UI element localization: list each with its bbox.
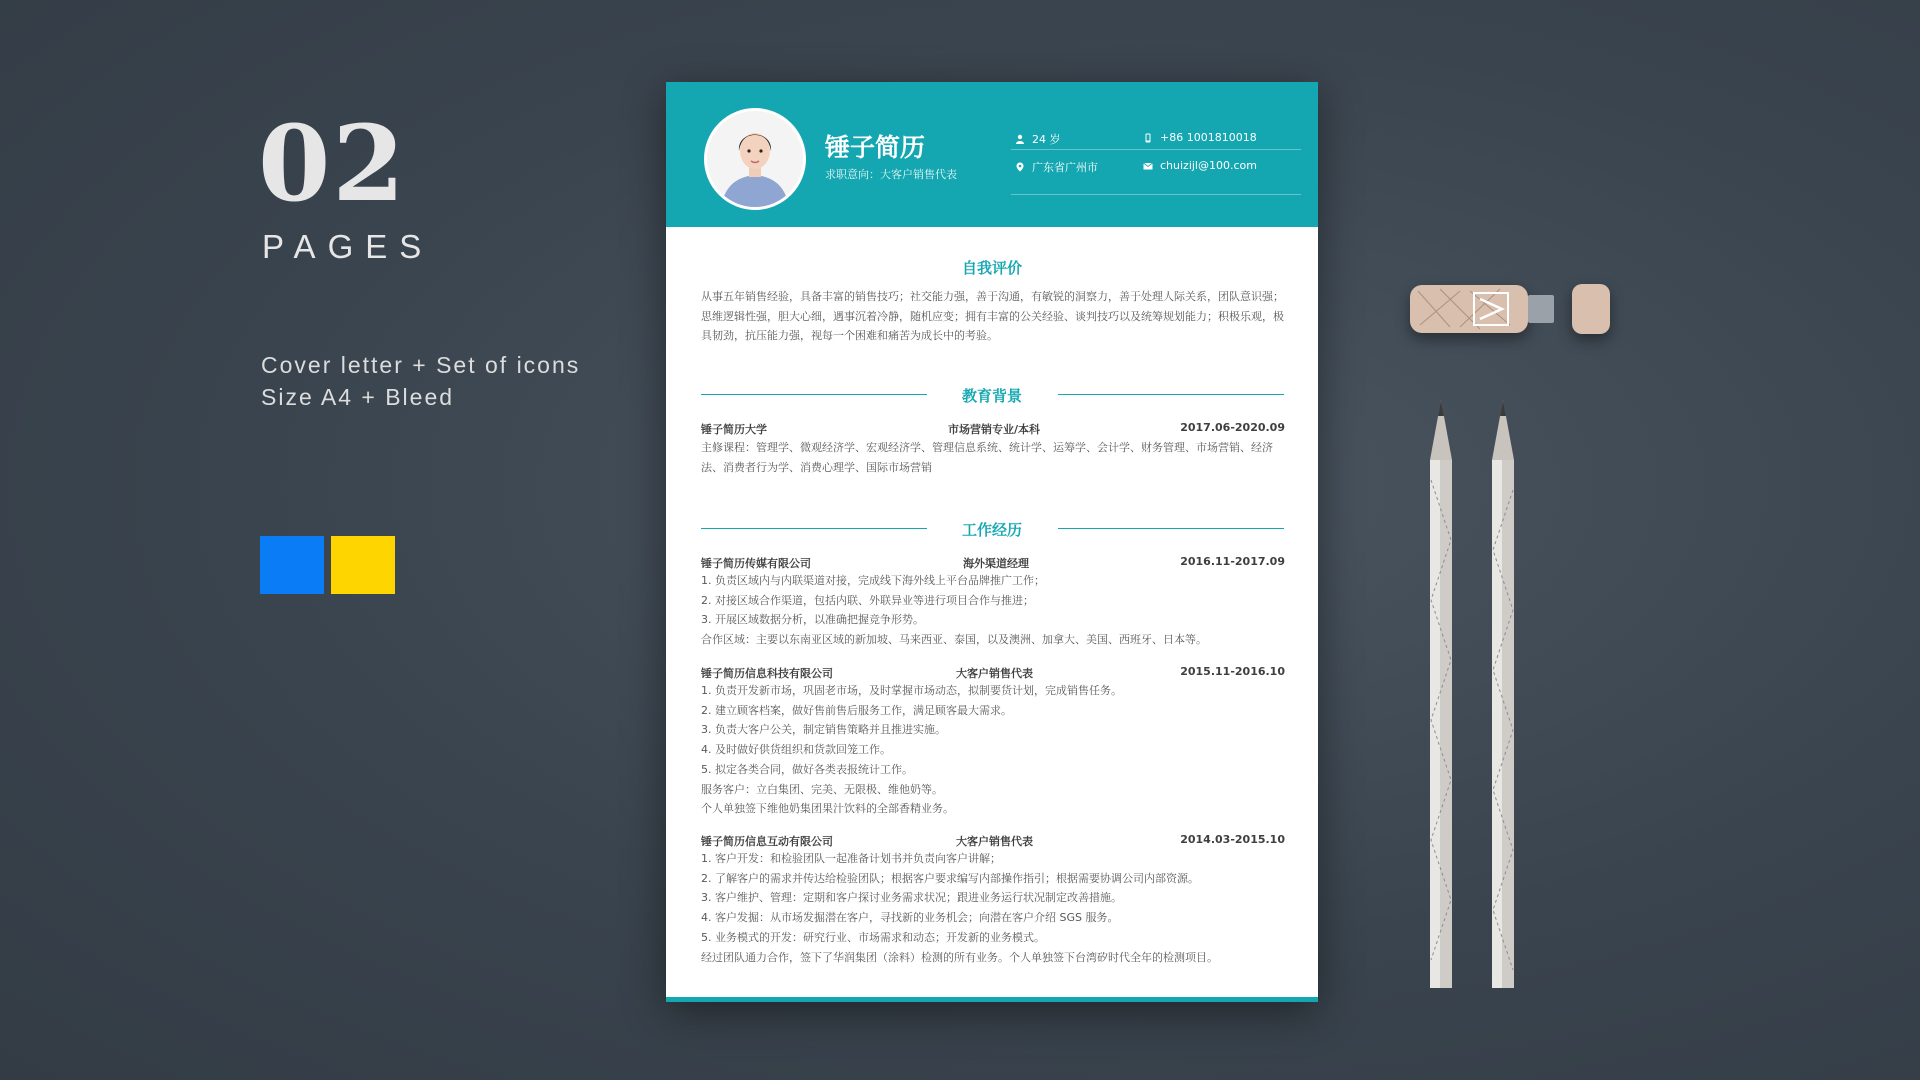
section-rule: [1058, 528, 1284, 529]
job-details: [701, 681, 1285, 819]
usb-pattern: [1410, 285, 1528, 333]
job-detail-line: 5. 业务模式的开发：研究行业、市场需求和动态；开发新的业务模式。: [701, 930, 1045, 944]
job-detail-line: 2. 对接区域合作渠道，包括内联、外联异业等进行项目合作与推进；: [701, 593, 1034, 607]
job-date: 2015.11-2016.10: [1180, 665, 1285, 678]
job-intent: 求职意向：大客户销售代表: [825, 168, 957, 181]
company-name: 锤子简历信息科技有限公司: [701, 667, 833, 680]
location-info: [1015, 159, 1098, 175]
promo-line-1: Cover letter + Set of icons: [261, 352, 581, 378]
job-detail-line: 1. 负责开发新市场，巩固老市场，及时掌握市场动态，拟制要货计划，完成销售任务。: [701, 684, 1122, 697]
job-detail-line: 4. 客户发掘：从市场发掘潜在客户，寻找新的业务机会；向潜在客户介绍 SGS 服务。: [701, 911, 1119, 925]
resume-name: 锤子简历: [825, 133, 926, 162]
resume-page: [666, 82, 1318, 1002]
job-detail-line: 4. 及时做好供货组织和货款回笼工作。: [701, 743, 891, 757]
age-text: 24 岁: [1032, 133, 1061, 146]
promo-line-2: Size A4 + Bleed: [261, 384, 455, 410]
education-date: 2017.06-2020.09: [1180, 421, 1285, 434]
job-detail-line: 合作区域：主要以东南亚区域的新加坡、马来西亚、泰国，以及澳洲、加拿大、美国、西班牙、日本等。: [701, 633, 1207, 647]
major: 市场营销专业/本科: [948, 423, 1041, 436]
section-rule: [1058, 394, 1284, 395]
portrait-image: [707, 111, 803, 207]
job-position: 海外渠道经理: [963, 557, 1029, 570]
job-detail-line: 1. 客户开发：和检验团队一起准备计划书并负责向客户讲解；: [701, 852, 1001, 865]
pencil-left: [1426, 400, 1456, 990]
job-details: [701, 571, 1285, 650]
job-detail-line: 3. 客户维护、管理：定期和客户探讨业务需求状况；跟进业务运行状况制定改善措施。: [701, 891, 1122, 905]
job-detail-line: 3. 负责大客户公关，制定销售策略并且推进实施。: [701, 723, 946, 737]
job-detail-line: 个人单独签下维他奶集团果汁饮料的全部香精业务。: [701, 802, 954, 816]
pages-number: 02: [258, 102, 407, 225]
usb-cap: [1572, 284, 1610, 334]
job-details: [701, 849, 1285, 967]
phone-icon: [1143, 133, 1153, 143]
avatar: [704, 108, 806, 210]
job-row: [701, 555, 1285, 571]
courses-text: 主修课程：管理学、微观经济学、宏观经济学、管理信息系统、统计学、运筹学、会计学、财务管理、市场营销、经济法、消费者行为学、消费心理学、国际市场营销: [701, 441, 1273, 474]
phone-text: +86 1001810018: [1160, 131, 1257, 144]
resume-bottom-bar: [666, 997, 1318, 1002]
usb-drive-body: [1410, 285, 1528, 333]
job-date: 2014.03-2015.10: [1180, 833, 1285, 846]
self-eval-text: 从事五年销售经验，具备丰富的销售技巧；社交能力强，善于沟通，有敏锐的洞察力，善于处理人际关系，团队意识强；思维逻辑性强，胆大心细，遇事沉着冷静，随机应变；拥有丰富的公关经验、谈判技巧以及统筹规划能力；积极乐观，极具韧劲，抗压能力强，视每一个困难和痛苦为成长中的考验。: [701, 290, 1284, 343]
person-icon: [1015, 134, 1025, 144]
work-title: 工作经历: [961, 521, 1022, 539]
education-title: 教育背景: [961, 387, 1022, 405]
email-info: [1143, 159, 1257, 172]
location-text: 广东省广州市: [1032, 161, 1098, 174]
color-swatch-yellow: [331, 536, 395, 594]
color-swatch-blue: [260, 536, 324, 594]
location-pin-icon: [1015, 162, 1025, 172]
job-detail-line: 1. 负责区域内与内联渠道对接，完成线下海外线上平台品牌推广工作；: [701, 574, 1045, 587]
job-position: 大客户销售代表: [956, 667, 1033, 680]
job-detail-line: 2. 了解客户的需求并传达给检验团队；根据客户要求编写内部操作指引；根据需要协调公司内部资源。: [701, 871, 1199, 885]
education-row: [701, 421, 1285, 437]
company-name: 锤子简历传媒有限公司: [701, 557, 811, 570]
resume-header: [666, 82, 1318, 227]
company-name: 锤子简历信息互动有限公司: [701, 835, 833, 848]
pages-label: PAGES: [262, 228, 434, 265]
school-name: 锤子简历大学: [701, 423, 767, 436]
phone-info: [1143, 131, 1257, 144]
age-info: [1015, 131, 1061, 147]
self-eval-title: 自我评价: [961, 259, 1022, 277]
pencil-right: [1488, 400, 1518, 990]
job-row: [701, 665, 1285, 681]
usb-connector: [1528, 295, 1554, 323]
job-detail-line: 3. 开展区域数据分析，以准确把握竞争形势。: [701, 613, 924, 627]
job-detail-line: 经过团队通力合作，签下了华润集团（涂料）检测的所有业务。个人单独签下台湾矽时代全年的检测项目。: [701, 950, 1218, 964]
job-detail-line: 服务客户：立白集团、完美、无限极、维他奶等。: [701, 782, 943, 796]
header-divider: [1011, 149, 1301, 150]
job-date: 2016.11-2017.09: [1180, 555, 1285, 568]
email-text: chuizijl@100.com: [1160, 159, 1257, 172]
job-detail-line: 2. 建立顾客档案，做好售前售后服务工作，满足顾客最大需求。: [701, 703, 1012, 717]
header-divider: [1011, 194, 1301, 195]
mail-icon: [1143, 161, 1153, 171]
job-row: [701, 833, 1285, 849]
job-detail-line: 5. 拟定各类合同，做好各类表报统计工作。: [701, 762, 913, 776]
job-position: 大客户销售代表: [956, 835, 1033, 848]
